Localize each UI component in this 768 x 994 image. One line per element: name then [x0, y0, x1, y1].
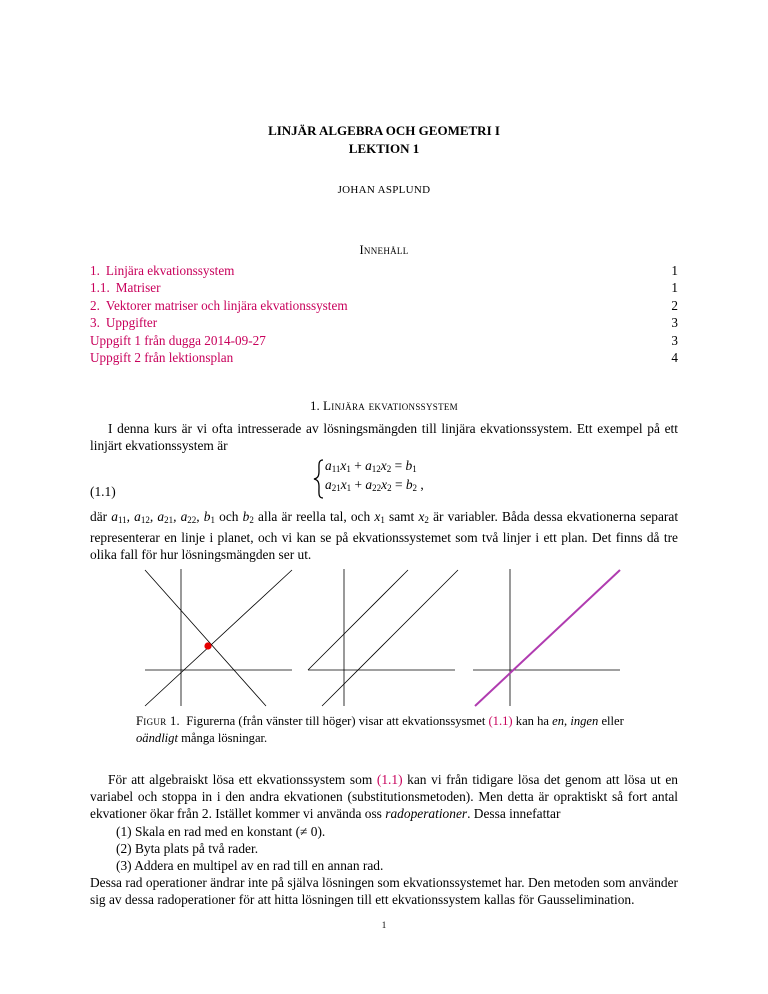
parallel-line-1: [308, 570, 408, 670]
toc-entry[interactable]: [90, 349, 678, 366]
figure-1: [0, 565, 768, 710]
figure-panel-no-solution: [308, 569, 458, 706]
intro-paragraph: I denna kurs är vi ofta intresserade av lösningsmängden till linjära ekvationssystem. Ett exempel på ett linjärt ekvationssystem är: [90, 421, 678, 453]
toc-link[interactable]: Uppgift 1 från dugga 2014-09-27: [90, 332, 266, 348]
figure-panel-infinite-solutions: [473, 569, 620, 706]
toc-heading: Innehåll: [359, 243, 409, 257]
toc-link[interactable]: 2. Vektorer matriser och linjära ekvationssystem: [90, 297, 348, 313]
table-of-contents: [90, 262, 678, 366]
toc-entry[interactable]: [90, 314, 678, 331]
toc-entry[interactable]: [90, 297, 678, 314]
toc-page: 1: [671, 280, 678, 296]
gauss-paragraph: Dessa rad operationer ändrar inte på själva lösningen som ekvationssystemet har. Den metoden som använder sig av dessa radoperationer för att hitta lösningen till ett ekvationssystem kallas för Gausselimination.: [90, 875, 678, 907]
paper-title: [0, 122, 768, 158]
row-operations-list: [90, 823, 678, 874]
toc-page: 3: [671, 332, 678, 348]
section-heading: [0, 397, 768, 414]
equation-row-2: $a_{21}x_1 + a_{22}x_2 = b_2$ ,: [325, 477, 424, 493]
equation-reference-link[interactable]: (1.1): [376, 772, 403, 787]
method-paragraph: För att algebraiskt lösa ett ekvationssystem som (1.1) kan vi från tidigare lösa det genom att lösa ut en variabel och stoppa in i den andra ekvationen (substitutionsmetoden). Men detta är opraktiskt så fort antal ekvationer ökar från 2. Istället kommer vi använda oss radoperationer. Dessa innefattar: [90, 772, 678, 821]
toc-link[interactable]: 1.1. Matriser: [90, 280, 161, 296]
toc-entry[interactable]: [90, 262, 678, 279]
intersection-point: [204, 642, 211, 649]
author: JOHAN ASPLUND: [337, 184, 431, 196]
equation-label: (1.1): [90, 484, 116, 499]
section-number: 1.: [310, 398, 320, 413]
toc-link[interactable]: 1. Linjära ekvationssystem: [90, 263, 235, 278]
page-number: 1: [381, 920, 387, 930]
line-1: [145, 570, 292, 706]
title-line-2: LEKTION 1: [348, 141, 420, 156]
figure-caption: Figur 1. Figurerna (från vänster till höger) visar att ekvationssysmet (1.1) kan ha en, ingen eller oändligt många lösningar.: [136, 714, 624, 745]
parallel-line-2: [322, 570, 458, 706]
toc-page: 3: [671, 315, 678, 331]
section-title: Linjära ekvationssystem: [323, 398, 458, 413]
toc-entry[interactable]: [90, 332, 678, 349]
list-item: (3) Addera en multipel av en rad till en annan rad.: [116, 858, 384, 873]
after-equation-paragraph: där $a_{11}$, $a_{12}$, $a_{21}$, $a_{22}$, $b_1$ och $b_2$ alla är reella tal, och $x_1$ samt $x_2$ är variabler. Båda dessa ekvationerna separat representerar en linje i planet, och vi kan se på ekvationssystemet som två linjer i ett plan. Det finns då tre olika fall för hur lösningsmängden ser ut.: [90, 509, 679, 562]
figure-panel-one-solution: [145, 569, 292, 706]
toc-page: 1: [671, 263, 678, 278]
equation-row-1: $a_{11}x_1 + a_{12}x_2 = b_1$: [325, 458, 417, 474]
title-line-1: LINJÄR ALGEBRA OCH GEOMETRI I: [268, 123, 500, 138]
brace-icon: [313, 459, 325, 499]
list-item: (2) Byta plats på två rader.: [116, 841, 259, 856]
equation-reference-link[interactable]: (1.1): [488, 714, 513, 728]
toc-page: 4: [671, 349, 678, 365]
list-item: (1) Skala en rad med en konstant (≠ 0).: [116, 824, 326, 839]
toc-entry[interactable]: [90, 279, 678, 296]
toc-page: 2: [671, 297, 678, 313]
toc-link[interactable]: 3. Uppgifter: [90, 315, 158, 331]
coincident-lines: [475, 570, 620, 706]
line-2: [145, 570, 266, 706]
toc-link[interactable]: Uppgift 2 från lektionsplan: [90, 349, 234, 365]
